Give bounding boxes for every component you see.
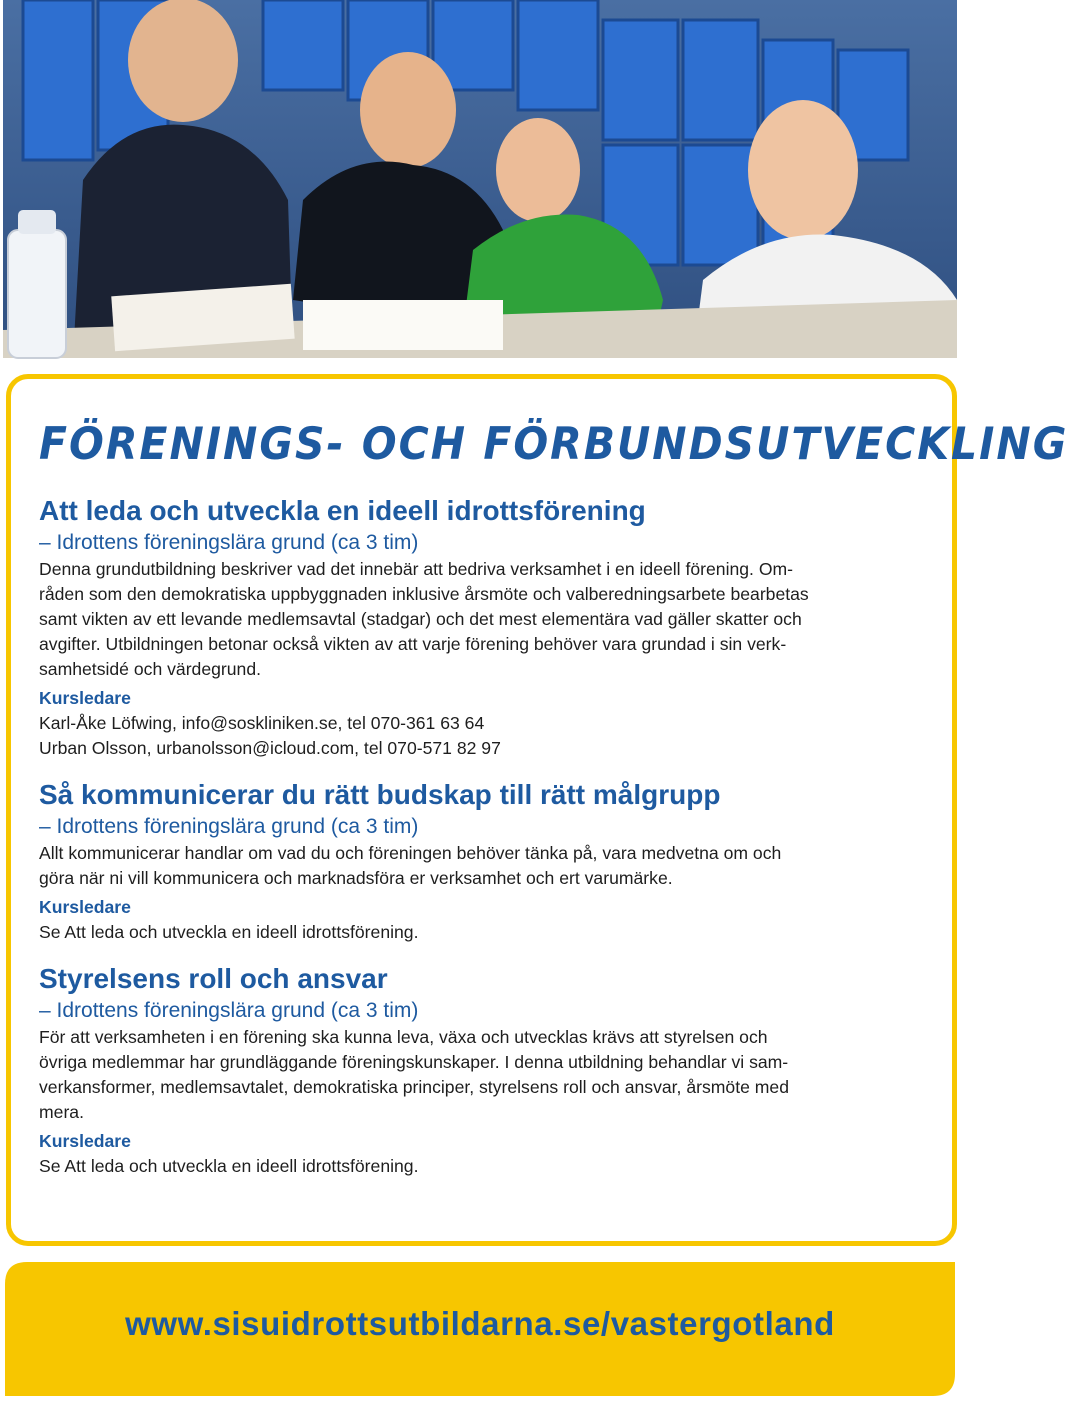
course-leader-label: Kursledare	[39, 688, 131, 708]
body-line: göra när ni vill kommunicera och marknadsföra er verksamhet och ert varumärke.	[39, 868, 673, 888]
section-title: Så kommunicerar du rätt budskap till rätt målgrupp	[39, 779, 721, 810]
section-subtitle: – Idrottens föreningslära grund (ca 3 tim)	[39, 999, 419, 1022]
course-leader-contact: Urban Olsson, urbanolsson@icloud.com, tel 070-571 82 97	[39, 738, 501, 758]
section-title: Styrelsens roll och ansvar	[39, 963, 388, 994]
body-line: avgifter. Utbildningen betonar också vikten av att varje förening behöver vara grundad i sin verk-	[39, 634, 787, 654]
section-styrelsen	[39, 961, 924, 1179]
body-line: Allt kommunicerar handlar om vad du och föreningen behöver tänka på, vara medvetna om och	[39, 843, 782, 863]
website-link[interactable]: www.sisuidrottsutbildarna.se/vastergotland	[125, 1305, 835, 1342]
course-leader-contact: Se Att leda och utveckla en ideell idrottsförening.	[39, 1156, 419, 1176]
body-line: För att verksamheten i en förening ska kunna leva, växa och utvecklas krävs att styrelsen och	[39, 1027, 768, 1047]
section-subtitle: – Idrottens föreningslära grund (ca 3 tim)	[39, 531, 419, 554]
course-leader-contact: Se Att leda och utveckla en ideell idrottsförening.	[39, 922, 419, 942]
body-line: mera.	[39, 1102, 84, 1122]
body-line: råden som den demokratiska uppbyggnaden inklusive årsmöte och valberedningsarbete bearbetas	[39, 584, 809, 604]
body-line: övriga medlemmar har grundläggande föreningskunskaper. I denna utbildning behandlar vi sam-	[39, 1052, 789, 1072]
course-leader-label: Kursledare	[39, 1131, 131, 1151]
section-subtitle: – Idrottens föreningslära grund (ca 3 tim)	[39, 815, 419, 838]
page-headline: FÖRENINGS- OCH FÖRBUNDSUTVECKLING	[39, 418, 1068, 470]
content-card	[6, 374, 1068, 1246]
body-line: samt vikten av ett levande medlemsavtal (stadgar) och det mest elementära vad gäller skatter och	[39, 609, 802, 629]
course-leader-contact: Karl-Åke Löfwing, info@soskliniken.se, tel 070-361 63 64	[39, 713, 485, 733]
body-line: Denna grundutbildning beskriver vad det innebär att bedriva verksamhet i en ideell förening. Om-	[39, 559, 794, 579]
hero-photo	[3, 0, 957, 358]
body-line: samhetsidé och värdegrund.	[39, 659, 262, 679]
section-att-leda	[39, 493, 924, 761]
section-kommunicera	[39, 777, 924, 945]
body-line: verkansformer, medlemsavtalet, demokratiska principer, styrelsens roll och ansvar, årsmöte med	[39, 1077, 789, 1097]
section-title: Att leda och utveckla en ideell idrottsförening	[39, 495, 646, 526]
course-leader-label: Kursledare	[39, 897, 131, 917]
